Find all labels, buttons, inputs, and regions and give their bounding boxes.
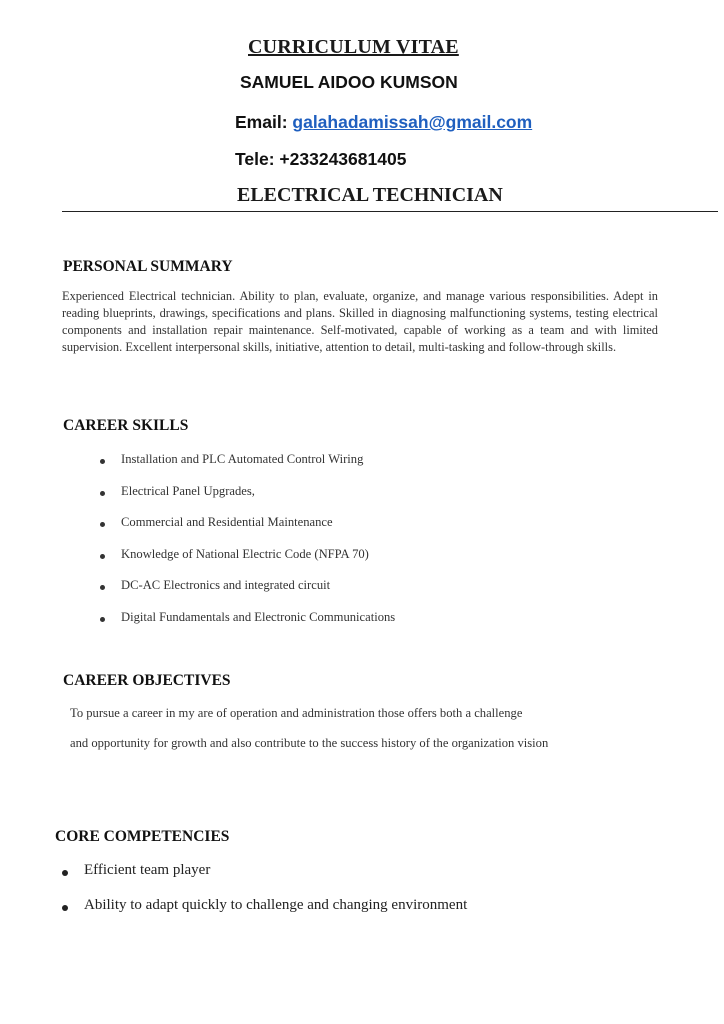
header-divider — [62, 211, 718, 212]
core-competencies-list — [60, 862, 467, 932]
personal-summary-heading: PERSONAL SUMMARY — [63, 258, 233, 275]
competency-text: Ability to adapt quickly to challenge and changing environment — [84, 897, 468, 913]
bullet-icon — [62, 905, 68, 911]
bullet-icon — [100, 522, 105, 527]
job-title: ELECTRICAL TECHNICIAN — [237, 184, 503, 206]
skill-text: Commercial and Residential Maintenance — [121, 515, 333, 530]
skill-text: DC-AC Electronics and integrated circuit — [121, 578, 331, 593]
career-objectives-heading: CAREER OBJECTIVES — [63, 672, 231, 689]
bullet-icon — [62, 870, 68, 876]
career-objectives-line-1: To pursue a career in my are of operation and administration those offers both a challenge — [70, 706, 523, 720]
bullet-icon — [100, 617, 105, 622]
competency-text: Efficient team player — [84, 862, 211, 878]
email-link[interactable]: galahadamissah@gmail.com — [292, 112, 533, 132]
list-item — [60, 862, 467, 897]
personal-summary-text: Experienced Electrical technician. Ability to plan, evaluate, organize, and manage various responsibilities. Adept in reading blueprints, drawings, specifications and plans. Skilled in diagnosing malfunctioning systems, testing electrical components and installation repair maintenance. Self-motivated, capable of working as a team and with limited supervision. Excellent interpersonal skills, initiative, attention to detail, multi-tasking and follow-through skills. — [62, 289, 658, 354]
career-objectives-line-2: and opportunity for growth and also contribute to the success history of the organization vision — [70, 736, 549, 750]
list-item — [60, 897, 467, 932]
bullet-icon — [100, 554, 105, 559]
list-item — [100, 515, 395, 547]
email-label: Email: — [235, 112, 293, 132]
skill-text: Electrical Panel Upgrades, — [121, 483, 255, 498]
skill-text: Knowledge of National Electric Code (NFPA 70) — [121, 546, 369, 561]
bullet-icon — [100, 585, 105, 590]
career-skills-list — [100, 452, 395, 642]
list-item — [100, 610, 395, 642]
telephone-line — [235, 149, 406, 170]
list-item — [100, 547, 395, 579]
bullet-icon — [100, 491, 105, 496]
tele-label: Tele: — [235, 149, 280, 169]
tele-number: +233243681405 — [279, 149, 407, 169]
skill-text: Installation and PLC Automated Control Wiring — [121, 452, 364, 466]
list-item — [100, 452, 395, 484]
bullet-icon — [100, 459, 105, 464]
cv-title: CURRICULUM VITAE — [248, 36, 459, 58]
list-item — [100, 578, 395, 610]
candidate-name: SAMUEL AIDOO KUMSON — [240, 72, 458, 92]
skill-text: Digital Fundamentals and Electronic Communications — [121, 609, 396, 624]
list-item — [100, 484, 395, 516]
email-line — [235, 112, 532, 133]
career-skills-heading: CAREER SKILLS — [63, 417, 189, 434]
core-competencies-heading: CORE COMPETENCIES — [55, 828, 230, 845]
